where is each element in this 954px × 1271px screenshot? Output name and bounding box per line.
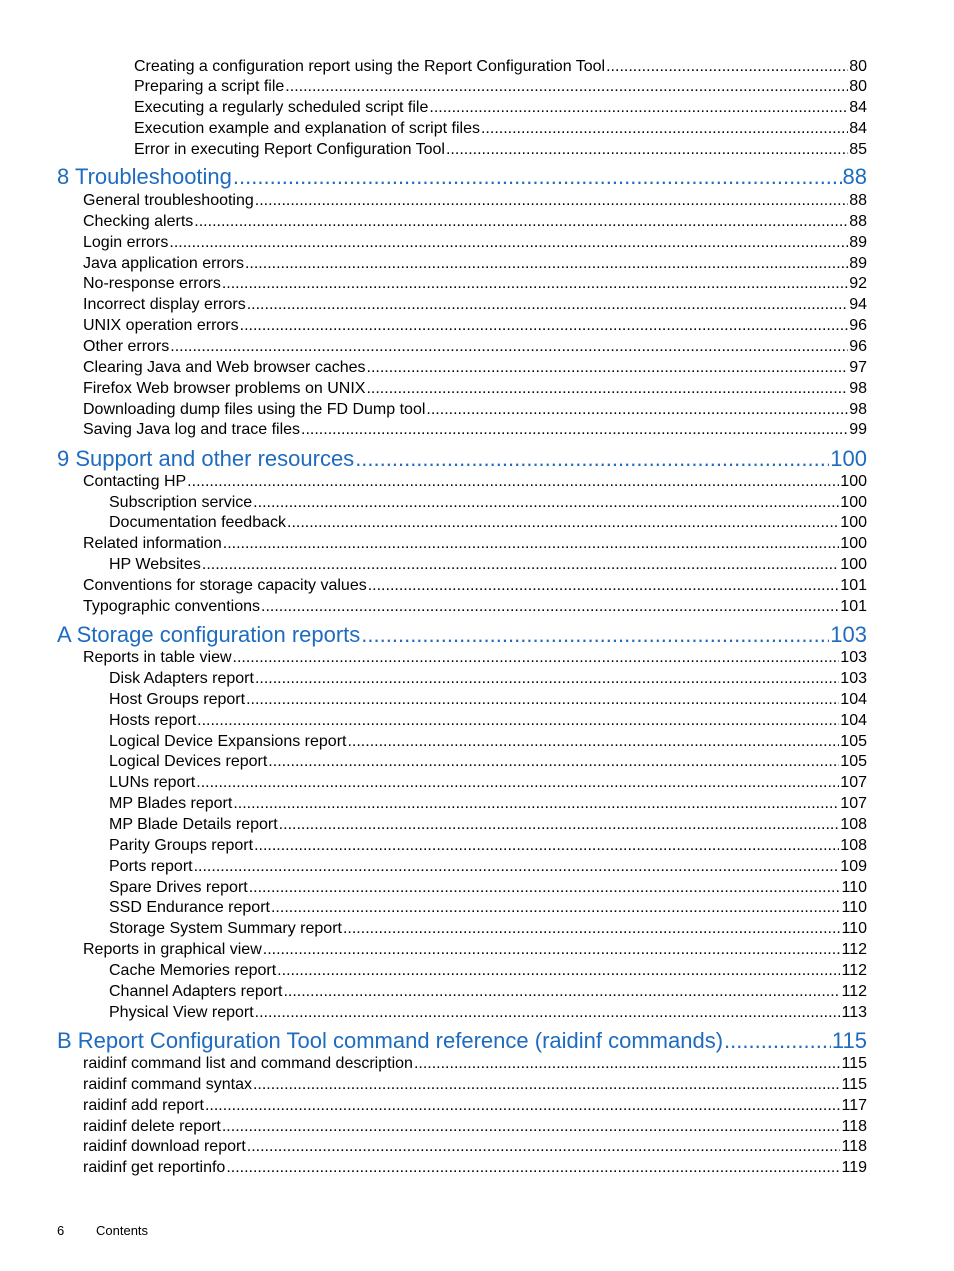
toc-leader-dots xyxy=(343,919,841,939)
toc-leader-dots xyxy=(170,337,848,357)
toc-entry[interactable] xyxy=(83,1054,867,1074)
toc-leader-dots xyxy=(197,711,839,731)
toc-entry-title: B Report Configuration Tool command reference (raidinf commands) xyxy=(57,1028,724,1053)
toc-entry-title: No-response errors xyxy=(83,275,221,292)
toc-chapter-entry[interactable] xyxy=(57,622,867,649)
toc-entry-page-number: 98 xyxy=(849,401,867,418)
toc-entry-page-number: 98 xyxy=(849,380,867,397)
toc-entry[interactable] xyxy=(109,878,867,898)
toc-entry-page-number: 110 xyxy=(841,879,867,896)
toc-leader-dots xyxy=(287,513,839,533)
toc-entry-page-number: 84 xyxy=(849,120,867,137)
toc-entry-page-number: 89 xyxy=(849,255,867,272)
toc-entry-page-number: 96 xyxy=(849,338,867,355)
toc-entry-title: Saving Java log and trace files xyxy=(83,421,301,438)
toc-entry[interactable] xyxy=(83,1096,867,1116)
toc-entry-page-number: 107 xyxy=(840,795,867,812)
toc-entry-title: Java application errors xyxy=(83,255,244,272)
toc-entry[interactable] xyxy=(109,857,867,877)
toc-entry-title: Execution example and explanation of script files xyxy=(134,120,480,137)
toc-entry-page-number: 104 xyxy=(840,691,867,708)
toc-entry[interactable] xyxy=(83,233,867,253)
toc-entry[interactable] xyxy=(109,794,867,814)
toc-entry-page-number: 112 xyxy=(841,983,867,1000)
toc-entry-title: Reports in graphical view xyxy=(83,941,262,958)
toc-entry-title: Preparing a script file xyxy=(134,78,285,95)
toc-entry-title: 9 Support and other resources xyxy=(57,446,355,471)
toc-entry-title: Checking alerts xyxy=(83,213,194,230)
toc-entry-title: raidinf delete report xyxy=(83,1118,221,1135)
toc-leader-dots xyxy=(724,1028,831,1054)
toc-entry-title: MP Blade Details report xyxy=(109,816,278,833)
toc-entry-title: A Storage configuration reports xyxy=(57,622,361,647)
toc-entry-page-number: 88 xyxy=(849,192,867,209)
toc-leader-dots xyxy=(205,1096,841,1116)
toc-entry-title: Cache Memories report xyxy=(109,962,277,979)
toc-entry-title: Storage System Summary report xyxy=(109,920,342,937)
toc-entry[interactable] xyxy=(109,555,867,575)
toc-entry-title: Reports in table view xyxy=(83,649,232,666)
toc-entry-title: Logical Device Expansions report xyxy=(109,733,347,750)
toc-entry-page-number: 100 xyxy=(840,556,867,573)
toc-leader-dots xyxy=(226,1158,840,1178)
page-footer xyxy=(57,1222,148,1240)
toc-leader-dots xyxy=(368,576,840,596)
toc-leader-dots xyxy=(202,555,839,575)
toc-entry[interactable] xyxy=(134,77,867,97)
toc-entry[interactable] xyxy=(83,212,867,232)
footer-section-label: Contents xyxy=(96,1223,149,1238)
toc-entry[interactable] xyxy=(83,295,867,315)
toc-entry[interactable] xyxy=(83,337,867,357)
toc-entry-page-number: 108 xyxy=(840,816,867,833)
toc-leader-dots xyxy=(429,98,848,118)
toc-entry[interactable] xyxy=(109,669,867,689)
toc-entry[interactable] xyxy=(83,1075,867,1095)
toc-leader-dots xyxy=(366,379,848,399)
toc-entry-page-number: 118 xyxy=(841,1138,867,1155)
toc-entry-title: Logical Devices report xyxy=(109,753,268,770)
toc-entry-page-number: 115 xyxy=(831,1028,867,1053)
toc-entry-page-number: 97 xyxy=(849,359,867,376)
toc-entry-title: Ports report xyxy=(109,858,193,875)
toc-entry-page-number: 105 xyxy=(840,733,867,750)
toc-entry[interactable] xyxy=(83,597,867,617)
toc-entry-page-number: 117 xyxy=(841,1097,867,1114)
toc-leader-dots xyxy=(233,648,840,668)
toc-entry-page-number: 110 xyxy=(841,920,867,937)
toc-leader-dots xyxy=(361,622,829,648)
toc-entry[interactable] xyxy=(109,773,867,793)
toc-entry-page-number: 99 xyxy=(849,421,867,438)
toc-entry-title: Clearing Java and Web browser caches xyxy=(83,359,366,376)
toc-leader-dots xyxy=(194,212,848,232)
toc-entry-title: Disk Adapters report xyxy=(109,670,254,687)
toc-entry-page-number: 85 xyxy=(849,141,867,158)
toc-entry[interactable] xyxy=(109,732,867,752)
toc-entry-page-number: 92 xyxy=(849,275,867,292)
toc-entry-page-number: 104 xyxy=(840,712,867,729)
toc-entry-page-number: 100 xyxy=(840,494,867,511)
toc-entry-title: Hosts report xyxy=(109,712,197,729)
toc-entry-title: HP Websites xyxy=(109,556,201,573)
toc-entry[interactable] xyxy=(83,274,867,294)
toc-leader-dots xyxy=(222,274,848,294)
toc-entry-page-number: 100 xyxy=(840,514,867,531)
toc-entry-page-number: 103 xyxy=(830,622,867,647)
toc-leader-dots xyxy=(246,690,839,710)
toc-leader-dots xyxy=(233,794,839,814)
toc-entry-page-number: 94 xyxy=(849,296,867,313)
toc-leader-dots xyxy=(606,57,848,77)
toc-entry-page-number: 103 xyxy=(840,670,867,687)
toc-entry-title: Parity Groups report xyxy=(109,837,254,854)
toc-entry-title: raidinf command syntax xyxy=(83,1076,252,1093)
toc-leader-dots xyxy=(355,446,829,472)
toc-entry-title: LUNs report xyxy=(109,774,196,791)
toc-entry[interactable] xyxy=(83,254,867,274)
toc-entry[interactable] xyxy=(109,982,867,1002)
toc-entry-page-number: 107 xyxy=(840,774,867,791)
toc-leader-dots xyxy=(196,773,839,793)
toc-entry[interactable] xyxy=(109,815,867,835)
toc-entry-page-number: 96 xyxy=(849,317,867,334)
toc-leader-dots xyxy=(194,857,840,877)
toc-entry-title: Other errors xyxy=(83,338,170,355)
toc-leader-dots xyxy=(169,233,848,253)
toc-entry-page-number: 101 xyxy=(840,598,867,615)
toc-entry[interactable] xyxy=(109,1003,867,1023)
toc-entry[interactable] xyxy=(83,534,867,554)
toc-entry[interactable] xyxy=(134,119,867,139)
toc-leader-dots xyxy=(277,961,840,981)
toc-leader-dots xyxy=(222,1117,841,1137)
toc-entry-title: Executing a regularly scheduled script file xyxy=(134,99,429,116)
toc-entry-title: raidinf get reportinfo xyxy=(83,1159,226,1176)
toc-entry[interactable] xyxy=(134,98,867,118)
toc-leader-dots xyxy=(414,1054,841,1074)
toc-leader-dots xyxy=(233,164,842,190)
toc-leader-dots xyxy=(223,534,840,554)
toc-leader-dots xyxy=(255,669,839,689)
toc-entry[interactable] xyxy=(109,961,867,981)
toc-leader-dots xyxy=(255,1003,841,1023)
toc-entry-title: Login errors xyxy=(83,234,169,251)
toc-entry-page-number: 110 xyxy=(841,899,867,916)
toc-leader-dots xyxy=(261,597,839,617)
toc-entry-page-number: 101 xyxy=(840,577,867,594)
toc-entry-page-number: 103 xyxy=(840,649,867,666)
toc-chapter-entry[interactable] xyxy=(57,1028,867,1055)
toc-entry-title: MP Blades report xyxy=(109,795,233,812)
toc-entry-title: Error in executing Report Configuration Tool xyxy=(134,141,445,158)
toc-entry[interactable] xyxy=(134,57,867,77)
toc-entry[interactable] xyxy=(109,836,867,856)
toc-leader-dots xyxy=(249,878,841,898)
toc-entry-title: 8 Troubleshooting xyxy=(57,164,232,189)
toc-entry[interactable] xyxy=(83,379,867,399)
toc-entry[interactable] xyxy=(83,1117,867,1137)
toc-entry-title: Creating a configuration report using the Report Configuration Tool xyxy=(134,58,606,75)
toc-leader-dots xyxy=(240,316,849,336)
toc-entry[interactable] xyxy=(83,316,867,336)
toc-entry-page-number: 84 xyxy=(849,99,867,116)
toc-entry-title: Typographic conventions xyxy=(83,598,260,615)
toc-entry-page-number: 115 xyxy=(841,1055,867,1072)
toc-leader-dots xyxy=(285,77,848,97)
toc-entry-page-number: 115 xyxy=(841,1076,867,1093)
toc-entry-page-number: 112 xyxy=(841,941,867,958)
toc-entry[interactable] xyxy=(83,940,867,960)
toc-entry-page-number: 105 xyxy=(840,753,867,770)
toc-leader-dots xyxy=(187,472,839,492)
toc-entry-page-number: 88 xyxy=(849,213,867,230)
toc-entry-title: Incorrect display errors xyxy=(83,296,246,313)
toc-entry-title: Firefox Web browser problems on UNIX xyxy=(83,380,366,397)
toc-entry-title: UNIX operation errors xyxy=(83,317,239,334)
toc-entry-page-number: 109 xyxy=(840,858,867,875)
toc-entry-title: raidinf command list and command description xyxy=(83,1055,413,1072)
toc-entry[interactable] xyxy=(83,191,867,211)
toc-entry[interactable] xyxy=(83,1137,867,1157)
toc-entry-page-number: 118 xyxy=(841,1118,867,1135)
toc-entry[interactable] xyxy=(83,400,867,420)
toc-entry[interactable] xyxy=(83,1158,867,1178)
toc-entry-title: SSD Endurance report xyxy=(109,899,270,916)
toc-entry[interactable] xyxy=(83,420,867,440)
toc-entry[interactable] xyxy=(109,513,867,533)
toc-leader-dots xyxy=(245,254,848,274)
toc-entry-title: Channel Adapters report xyxy=(109,983,283,1000)
toc-entry[interactable] xyxy=(109,690,867,710)
toc-entry-page-number: 80 xyxy=(849,78,867,95)
toc-leader-dots xyxy=(279,815,840,835)
toc-entry-page-number: 112 xyxy=(841,962,867,979)
toc-leader-dots xyxy=(367,358,849,378)
toc-entry-title: Related information xyxy=(83,535,222,552)
toc-entry-title: Host Groups report xyxy=(109,691,246,708)
toc-entry-title: raidinf add report xyxy=(83,1097,204,1114)
toc-entry-title: General troubleshooting xyxy=(83,192,254,209)
footer-page-number: 6 xyxy=(57,1223,65,1238)
toc-entry-page-number: 80 xyxy=(849,58,867,75)
toc-entry-page-number: 100 xyxy=(830,446,867,471)
toc-entry-title: Physical View report xyxy=(109,1004,254,1021)
toc-entry-page-number: 119 xyxy=(841,1159,867,1176)
toc-entry[interactable] xyxy=(83,358,867,378)
toc-entry[interactable] xyxy=(109,898,867,918)
toc-leader-dots xyxy=(254,836,839,856)
toc-chapter-entry[interactable] xyxy=(57,164,867,191)
toc-entry[interactable] xyxy=(83,472,867,492)
toc-leader-dots xyxy=(301,420,848,440)
toc-leader-dots xyxy=(253,493,839,513)
toc-entry-title: Contacting HP xyxy=(83,473,187,490)
toc-entry[interactable] xyxy=(109,919,867,939)
toc-leader-dots xyxy=(247,295,848,315)
toc-leader-dots xyxy=(271,898,841,918)
toc-leader-dots xyxy=(268,752,839,772)
toc-entry[interactable] xyxy=(109,752,867,772)
toc-entry-title: Conventions for storage capacity values xyxy=(83,577,367,594)
toc-entry[interactable] xyxy=(109,711,867,731)
toc-entry-page-number: 88 xyxy=(842,164,867,189)
toc-entry[interactable] xyxy=(83,576,867,596)
toc-leader-dots xyxy=(255,191,848,211)
toc-entry[interactable] xyxy=(134,140,867,160)
toc-leader-dots xyxy=(347,732,839,752)
toc-chapter-entry[interactable] xyxy=(57,446,867,473)
toc-leader-dots xyxy=(253,1075,841,1095)
toc-leader-dots xyxy=(481,119,848,139)
toc-leader-dots xyxy=(446,140,848,160)
toc-entry-title: Downloading dump files using the FD Dump tool xyxy=(83,401,426,418)
toc-leader-dots xyxy=(426,400,848,420)
toc-leader-dots xyxy=(247,1137,841,1157)
toc-entry[interactable] xyxy=(109,493,867,513)
toc-leader-dots xyxy=(283,982,840,1002)
toc-entry-title: Documentation feedback xyxy=(109,514,286,531)
toc-entry-page-number: 89 xyxy=(849,234,867,251)
toc-entry-page-number: 108 xyxy=(840,837,867,854)
toc-entry-title: Spare Drives report xyxy=(109,879,248,896)
toc-entry-title: Subscription service xyxy=(109,494,253,511)
toc-entry-page-number: 100 xyxy=(840,535,867,552)
toc-entry[interactable] xyxy=(83,648,867,668)
toc-entry-title: raidinf download report xyxy=(83,1138,246,1155)
toc-entry-page-number: 100 xyxy=(840,473,867,490)
toc-leader-dots xyxy=(263,940,841,960)
toc-entry-page-number: 113 xyxy=(841,1004,867,1021)
